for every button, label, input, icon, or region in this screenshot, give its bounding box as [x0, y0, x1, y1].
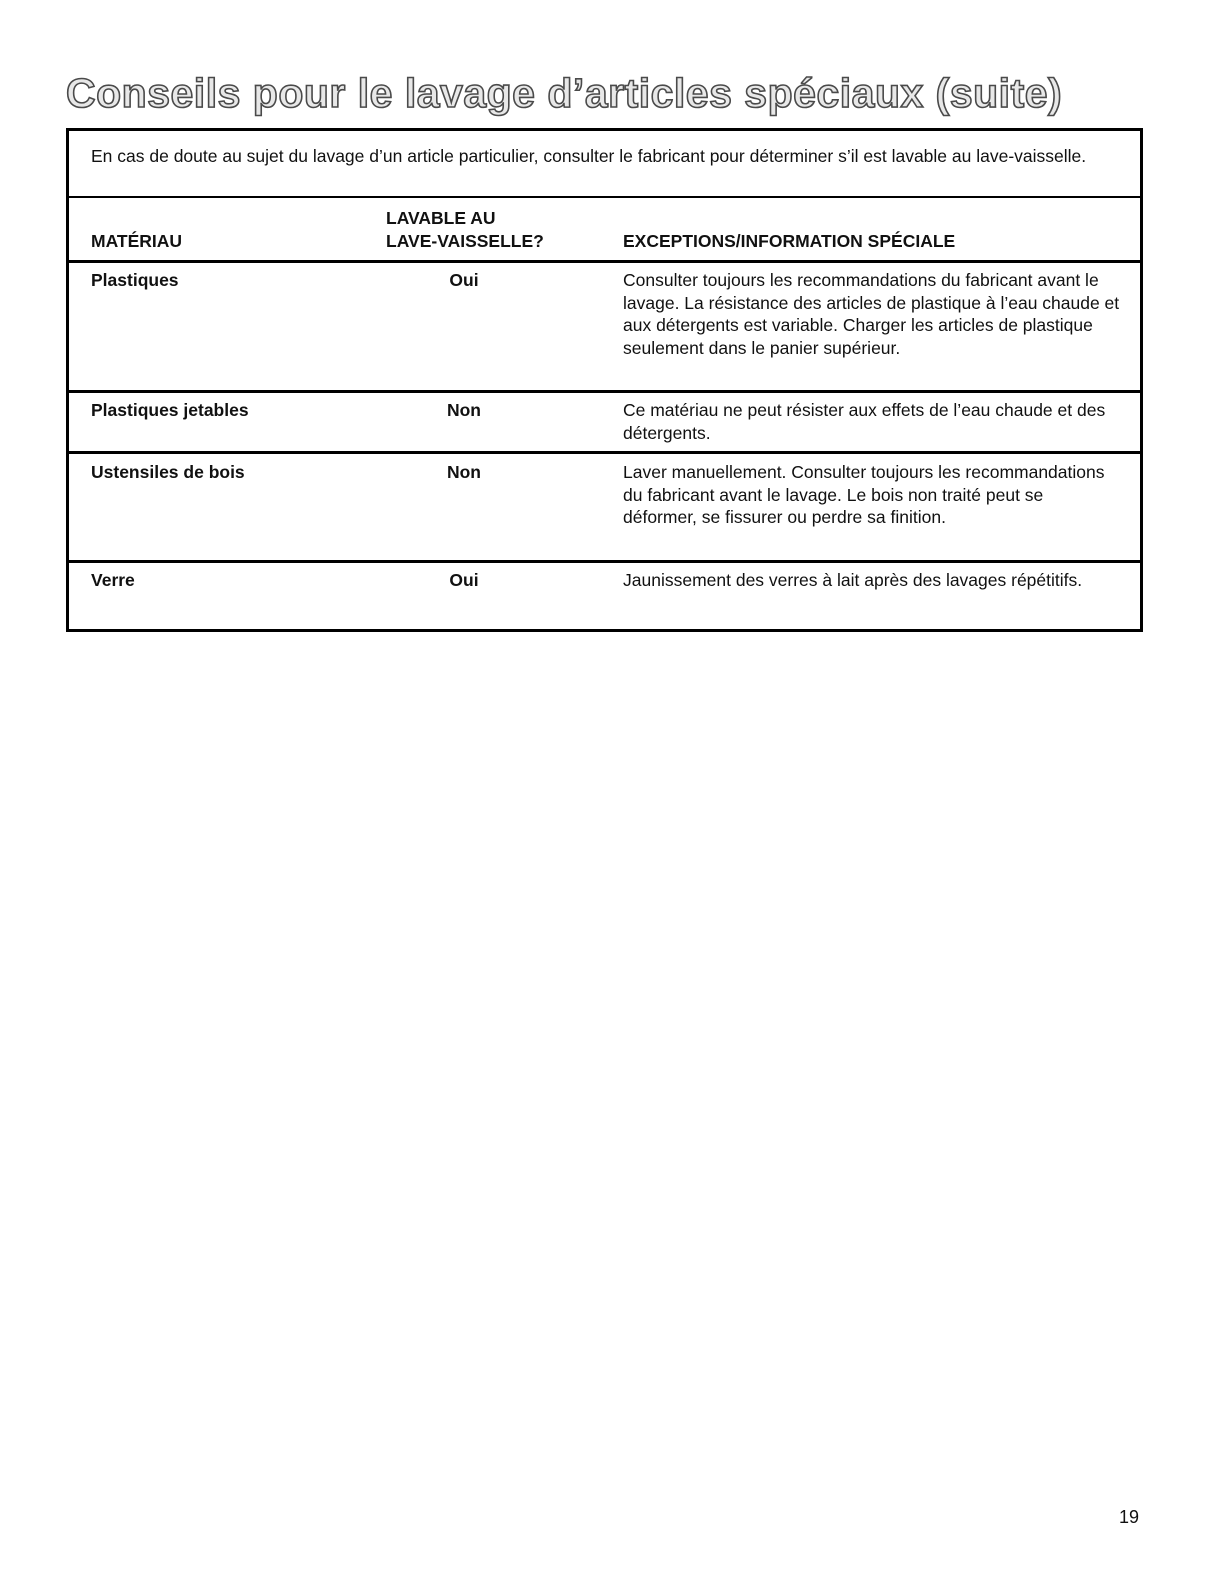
- row-washable: Oui: [449, 270, 479, 290]
- page-number: 19: [1119, 1507, 1140, 1527]
- divider: [69, 196, 1140, 198]
- table-intro: En cas de doute au sujet du lavage d’un article particulier, consulter le fabricant pour déterminer s’il est lavable au lave-vaisselle.: [91, 146, 1087, 166]
- divider: [69, 560, 1140, 563]
- page-title: Conseils pour le lavage d’articles spéciaux (suite): [66, 70, 1063, 116]
- washing-tips-table: [66, 128, 1143, 632]
- divider: [69, 260, 1140, 263]
- row-info: Ce matériau ne peut résister aux effets de l’eau chaude et des détergents.: [623, 400, 1106, 443]
- row-material: Plastiques jetables: [91, 400, 249, 420]
- row-info: Laver manuellement. Consulter toujours les recommandations du fabricant avant le lavage. Le bois non traité peut se déformer, se fissurer ou perdre sa finition.: [623, 462, 1105, 527]
- row-washable: Oui: [449, 570, 479, 590]
- row-info: Consulter toujours les recommandations du fabricant avant le lavage. La résistance des articles de plastique à l’eau chaude et aux détergents est variable. Charger les articles de plastique seulement dans le panier supérieur.: [623, 270, 1120, 358]
- row-washable: Non: [446, 462, 482, 482]
- row-material: Verre: [91, 570, 135, 590]
- header-washable-line1: LAVABLE AU: [386, 208, 496, 228]
- header-exceptions: EXCEPTIONS/INFORMATION SPÉCIALE: [623, 231, 956, 251]
- divider: [69, 390, 1140, 393]
- row-info: Jaunissement des verres à lait après des lavages répétitifs.: [623, 570, 1083, 590]
- row-material: Plastiques: [91, 270, 179, 290]
- header-washable-line2: LAVE-VAISSELLE?: [386, 231, 544, 251]
- header-material: MATÉRIAU: [91, 231, 183, 251]
- divider: [69, 451, 1140, 454]
- row-washable: Non: [446, 400, 482, 420]
- row-material: Ustensiles de bois: [91, 462, 245, 482]
